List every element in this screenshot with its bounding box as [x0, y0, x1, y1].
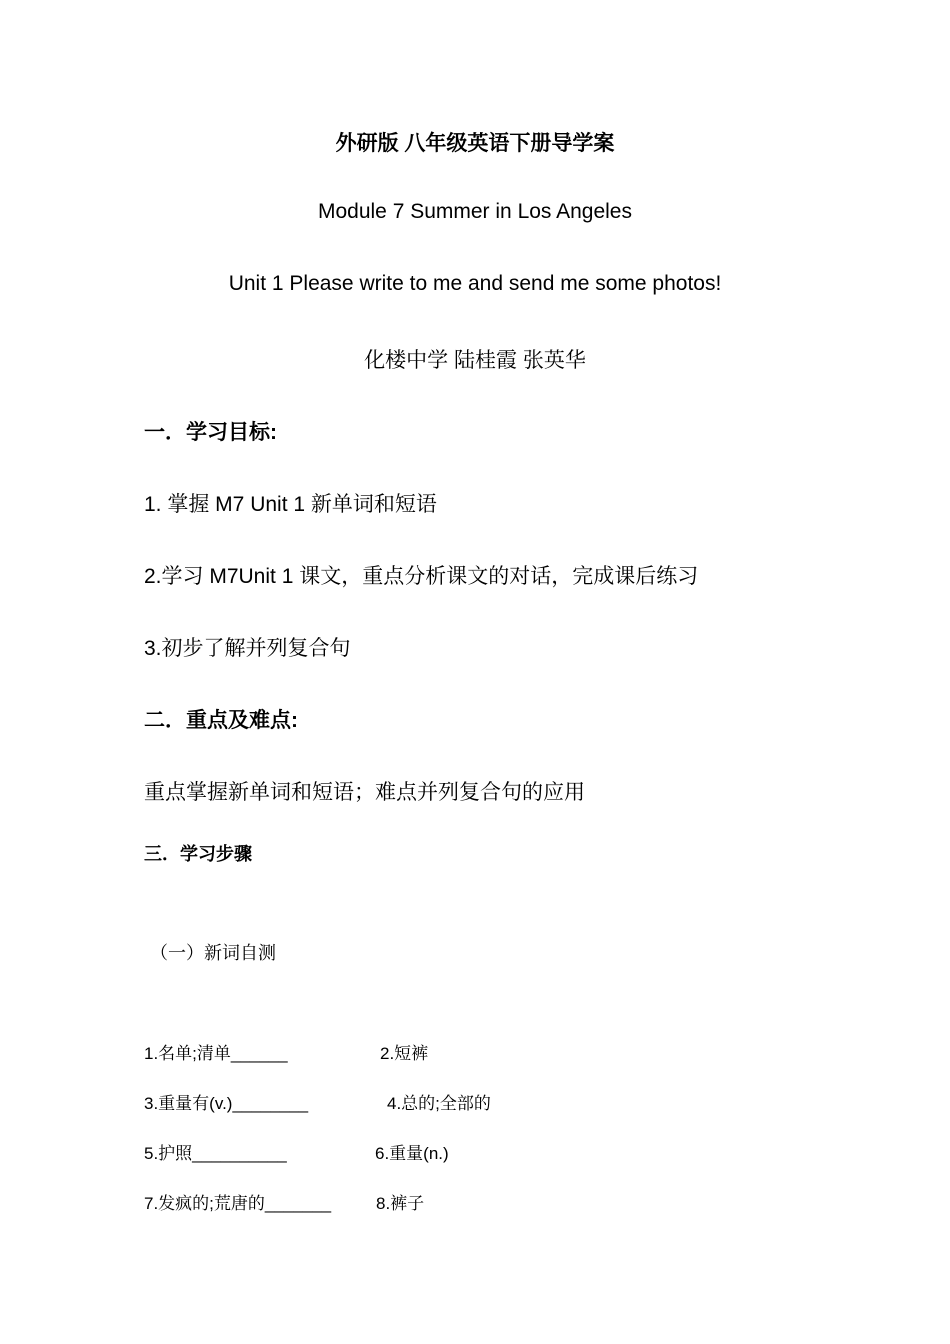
key-points-text: 重点掌握新单词和短语；难点并列复合句的应用 — [144, 781, 585, 804]
section-heading-steps: 三．学习步骤 — [144, 844, 252, 864]
vocab-item: 1.名单;清单______ — [144, 1044, 288, 1063]
vocab-item: 8.裤子 — [376, 1194, 425, 1213]
section-heading-goals: 一．学习目标: — [144, 421, 277, 444]
vocab-item: 6.重量(n.) — [375, 1144, 449, 1163]
goal-item: 1. 掌握 M7 Unit 1 新单词和短语 — [144, 493, 437, 516]
authors: 化楼中学 陆桂霞 张英华 — [364, 349, 586, 372]
vocab-item: 3.重量有(v.)________ — [144, 1094, 309, 1113]
vocab-item: 2.短裤 — [380, 1044, 429, 1063]
goal-item: 2.学习 M7Unit 1 课文，重点分析课文的对话，完成课后练习 — [144, 565, 699, 588]
document-title: 外研版 八年级英语下册导学案 — [335, 132, 615, 155]
unit-title: Unit 1 Please write to me and send me some photos! — [228, 272, 722, 295]
vocab-item: 4.总的;全部的 — [387, 1094, 491, 1113]
section-heading-key-points: 二．重点及难点: — [144, 709, 298, 732]
vocab-item: 7.发疯的;荒唐的_______ — [144, 1194, 332, 1213]
goal-item: 3.初步了解并列复合句 — [144, 637, 351, 660]
vocab-item: 5.护照__________ — [144, 1144, 287, 1163]
subsection-heading-vocab: （一）新词自测 — [150, 943, 276, 963]
module-title: Module 7 Summer in Los Angeles — [317, 200, 632, 223]
